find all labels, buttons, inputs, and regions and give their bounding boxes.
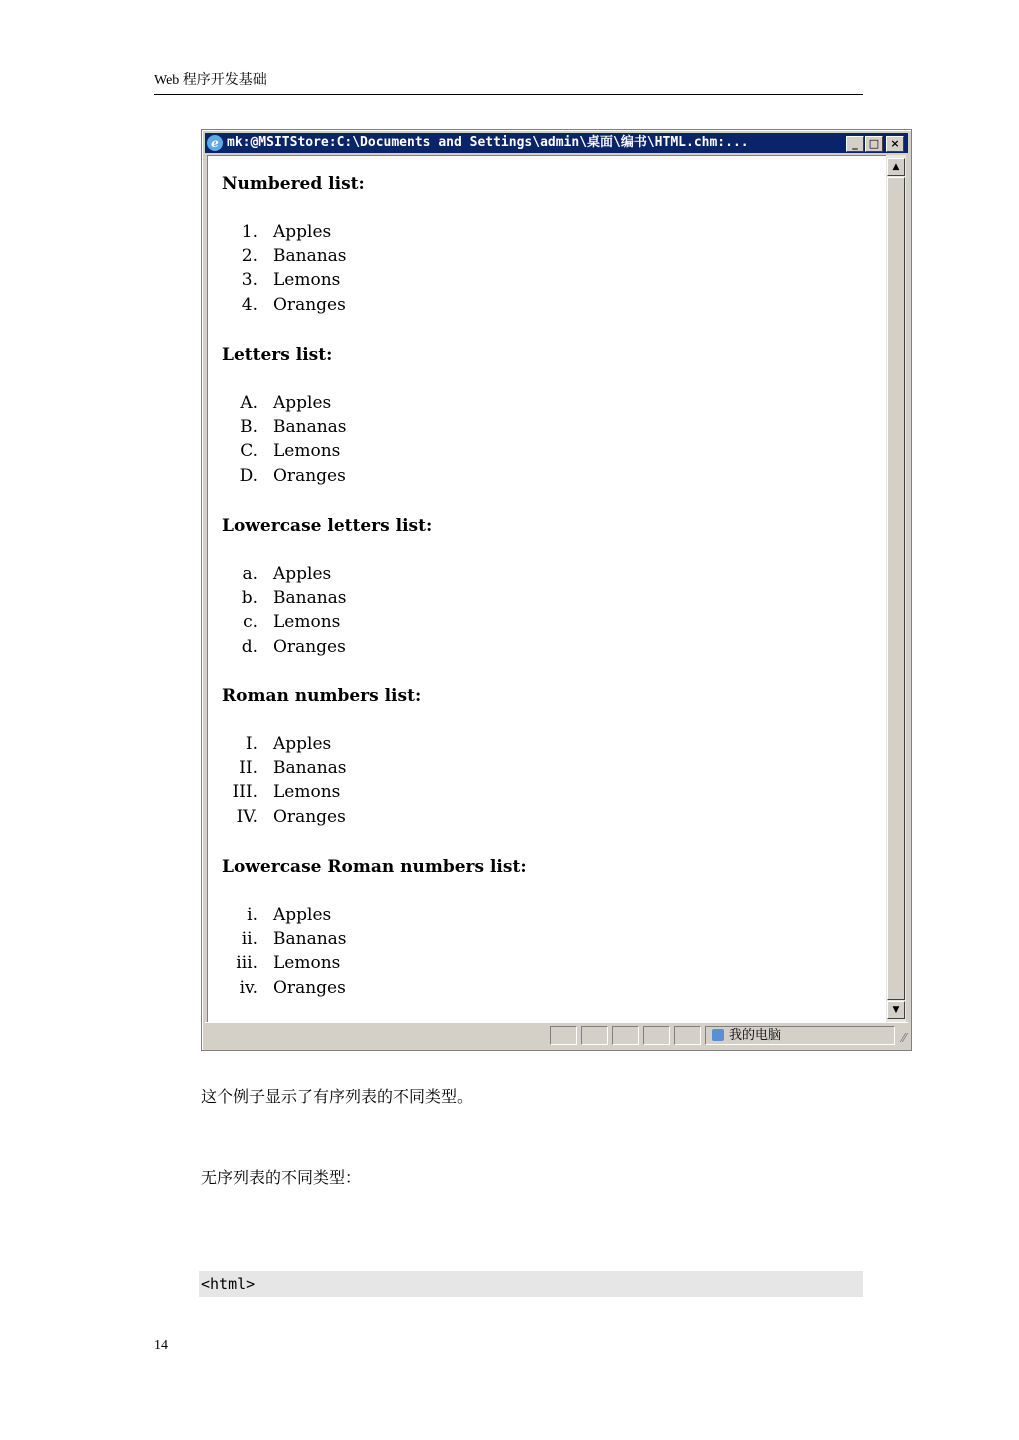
window-titlebar[interactable] (205, 133, 908, 153)
list-item-text: Bananas (273, 588, 347, 608)
list-marker: III. (232, 782, 258, 802)
status-cell (674, 1026, 701, 1045)
list-marker: D. (239, 466, 258, 486)
page-content (207, 155, 886, 1022)
list-marker: a. (242, 564, 258, 584)
status-cell (581, 1026, 608, 1045)
list-marker: 3. (241, 270, 258, 290)
window-title: mk:@MSITStore:C:\Documents and Settings\admin\桌面\编书\HTML.chm:... (227, 135, 749, 150)
list-item-text: Oranges (273, 295, 346, 315)
page-header: Web 程序开发基础 (154, 72, 863, 95)
list-item-text: Bananas (273, 246, 347, 266)
status-cell (550, 1026, 577, 1045)
list-item-text: Apples (273, 905, 332, 925)
list-item-text: Apples (273, 564, 332, 584)
scroll-up-arrow-icon[interactable]: ▲ (887, 158, 905, 176)
my-computer-icon (712, 1029, 724, 1041)
status-zone-label: 我的电脑 (729, 1028, 782, 1043)
list-marker: i. (247, 905, 258, 925)
list-item-text: Bananas (273, 417, 347, 437)
caption-unordered-lists: 无序列表的不同类型： (201, 1168, 362, 1187)
list-item-text: Bananas (273, 758, 347, 778)
resize-grip-icon[interactable]: ⁄⁄ (901, 1031, 906, 1045)
list-marker: iii. (236, 953, 258, 973)
list-item-text: Oranges (273, 637, 346, 657)
browser-window (201, 129, 912, 1051)
list-heading: Letters list: (222, 345, 333, 365)
caption-ordered-lists: 这个例子显示了有序列表的不同类型。 (201, 1087, 474, 1106)
list-item-text: Lemons (273, 612, 341, 632)
maximize-button[interactable]: □ (865, 136, 883, 152)
scroll-down-arrow-icon[interactable]: ▼ (887, 1001, 905, 1019)
list-item-text: Lemons (273, 953, 341, 973)
list-marker: A. (240, 393, 258, 413)
list-item-text: Oranges (273, 807, 346, 827)
list-marker: 2. (241, 246, 258, 266)
page-number: 14 (154, 1338, 168, 1353)
list-marker: II. (239, 758, 258, 778)
list-item-text: Oranges (273, 978, 346, 998)
list-marker: c. (243, 612, 258, 632)
list-item-text: Oranges (273, 466, 346, 486)
list-marker: 1. (241, 222, 258, 242)
status-cell (643, 1026, 670, 1045)
list-marker: b. (241, 588, 258, 608)
ie-icon: e (207, 135, 223, 151)
list-heading: Numbered list: (222, 174, 365, 194)
list-marker: B. (240, 417, 258, 437)
list-marker: I. (245, 734, 258, 754)
list-marker: iv. (239, 978, 258, 998)
list-marker: ii. (241, 929, 258, 949)
code-block: <html> (199, 1271, 863, 1297)
close-button[interactable]: × (886, 136, 904, 152)
list-marker: IV. (236, 807, 258, 827)
list-marker: 4. (241, 295, 258, 315)
list-item-text: Apples (273, 222, 332, 242)
list-item-text: Lemons (273, 782, 341, 802)
vertical-scrollbar[interactable] (886, 155, 906, 1022)
scroll-thumb[interactable] (887, 177, 905, 1000)
list-item-text: Bananas (273, 929, 347, 949)
list-marker: C. (240, 441, 258, 461)
list-marker: d. (241, 637, 258, 657)
status-zone (705, 1026, 895, 1045)
minimize-button[interactable]: _ (846, 136, 864, 152)
status-cell (612, 1026, 639, 1045)
list-heading: Roman numbers list: (222, 686, 422, 706)
list-item-text: Lemons (273, 270, 341, 290)
list-heading: Lowercase letters list: (222, 516, 433, 536)
status-bar (205, 1022, 908, 1047)
list-item-text: Apples (273, 734, 332, 754)
list-item-text: Lemons (273, 441, 341, 461)
list-heading: Lowercase Roman numbers list: (222, 857, 527, 877)
list-item-text: Apples (273, 393, 332, 413)
